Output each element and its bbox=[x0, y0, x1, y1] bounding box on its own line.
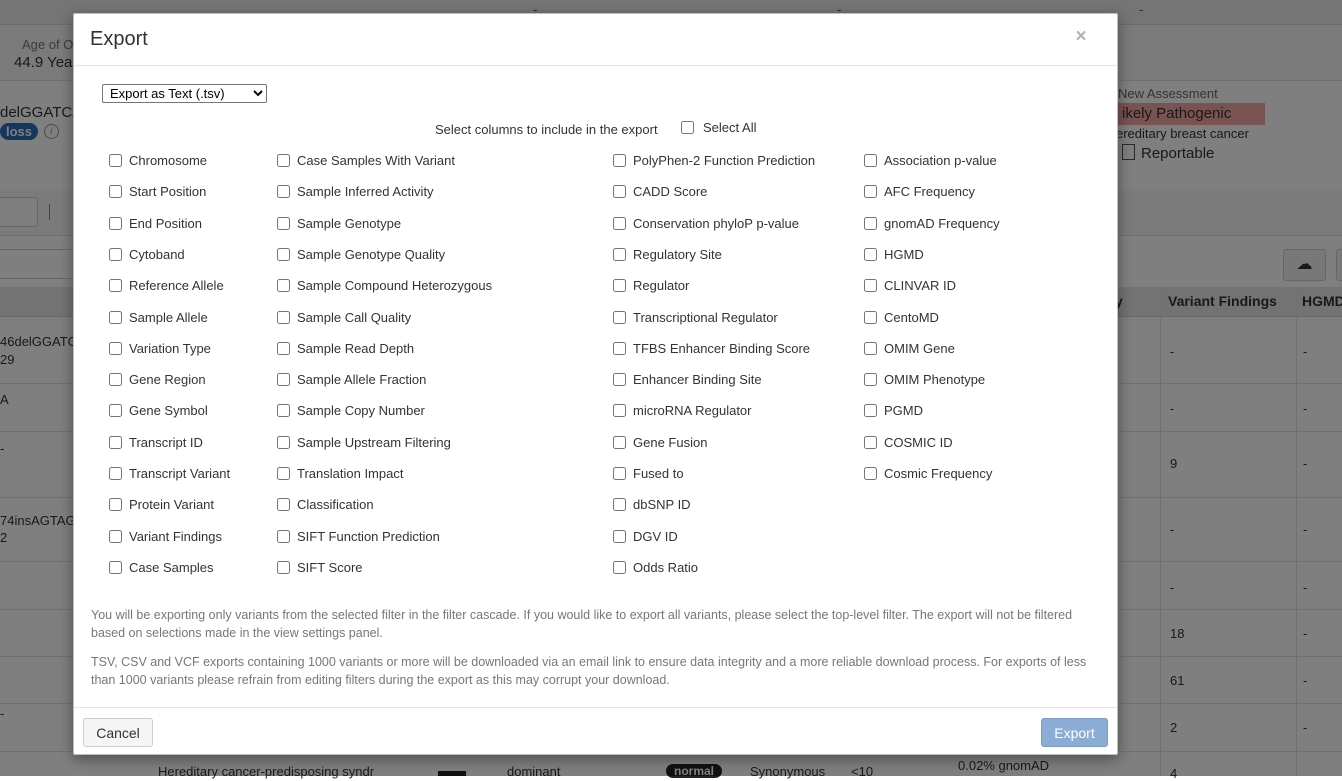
column-option-fused-to[interactable] bbox=[613, 463, 684, 483]
column-option-sample-allele-fraction[interactable] bbox=[277, 369, 426, 389]
column-option-label: Variant Findings bbox=[129, 528, 222, 544]
column-checkbox[interactable] bbox=[864, 436, 877, 449]
column-option-cadd-score[interactable] bbox=[613, 181, 707, 201]
column-option-sample-read-depth[interactable] bbox=[277, 338, 414, 358]
column-checkbox[interactable] bbox=[277, 436, 290, 449]
column-checkbox[interactable] bbox=[613, 217, 626, 230]
column-option-label: gnomAD Frequency bbox=[884, 215, 1000, 231]
column-option-label: DGV ID bbox=[633, 528, 678, 544]
column-checkbox[interactable] bbox=[109, 342, 122, 355]
column-option-regulatory-site[interactable] bbox=[613, 244, 722, 264]
column-checkbox[interactable] bbox=[109, 467, 122, 480]
column-option-sample-call-quality[interactable] bbox=[277, 307, 411, 327]
column-option-label: Sample Genotype Quality bbox=[297, 246, 446, 262]
column-option-reference-allele[interactable] bbox=[109, 275, 224, 295]
column-checkbox[interactable] bbox=[864, 311, 877, 324]
column-option-label: Translation Impact bbox=[297, 465, 404, 481]
column-checkbox[interactable] bbox=[613, 279, 626, 292]
column-option-polyphen-2-function-prediction[interactable] bbox=[613, 150, 815, 170]
modal-footer bbox=[74, 707, 1117, 755]
column-option-label: Sample Read Depth bbox=[297, 340, 415, 356]
column-option-case-samples[interactable] bbox=[109, 557, 214, 577]
column-option-gene-region[interactable] bbox=[109, 369, 206, 389]
column-checkbox[interactable] bbox=[613, 436, 626, 449]
column-checkbox[interactable] bbox=[864, 248, 877, 261]
column-checkbox[interactable] bbox=[277, 561, 290, 574]
select-all-checkbox-label[interactable] bbox=[681, 120, 756, 135]
column-option-label: HGMD bbox=[884, 246, 924, 262]
column-option-sample-compound-heterozygous[interactable] bbox=[277, 275, 492, 295]
column-option-sample-upstream-filtering[interactable] bbox=[277, 432, 451, 452]
column-checkbox[interactable] bbox=[613, 342, 626, 355]
column-option-protein-variant[interactable] bbox=[109, 494, 214, 514]
column-option-sample-inferred-activity[interactable] bbox=[277, 181, 434, 201]
column-option-sift-function-prediction[interactable] bbox=[277, 526, 440, 546]
column-option-label: Gene Symbol bbox=[129, 402, 208, 418]
column-option-label: AFC Frequency bbox=[884, 183, 976, 199]
column-option-centomd[interactable] bbox=[864, 307, 939, 327]
column-option-start-position[interactable] bbox=[109, 181, 206, 201]
column-checkbox[interactable] bbox=[613, 311, 626, 324]
column-checkbox[interactable] bbox=[277, 279, 290, 292]
column-option-sample-genotype[interactable] bbox=[277, 213, 401, 233]
column-option-label: Classification bbox=[297, 496, 374, 512]
column-option-label: microRNA Regulator bbox=[633, 402, 752, 418]
column-option-label: Variation Type bbox=[129, 340, 211, 356]
column-checkbox[interactable] bbox=[864, 217, 877, 230]
column-option-label: Regulator bbox=[633, 277, 690, 293]
column-option-label: Transcriptional Regulator bbox=[633, 309, 778, 325]
column-checkbox[interactable] bbox=[109, 248, 122, 261]
column-checkbox[interactable] bbox=[109, 311, 122, 324]
column-option-label: Transcript Variant bbox=[129, 465, 231, 481]
column-option-label: Cosmic Frequency bbox=[884, 465, 993, 481]
export-modal bbox=[73, 13, 1118, 755]
column-option-cosmic-id[interactable] bbox=[864, 432, 953, 452]
column-option-label: Regulatory Site bbox=[633, 246, 722, 262]
column-checkbox[interactable] bbox=[277, 217, 290, 230]
close-button[interactable]: × bbox=[1075, 26, 1087, 47]
column-option-dgv-id[interactable] bbox=[613, 526, 678, 546]
column-option-sample-genotype-quality[interactable] bbox=[277, 244, 445, 264]
column-option-label: Gene Region bbox=[129, 371, 206, 387]
column-option-pgmd[interactable] bbox=[864, 400, 923, 420]
column-option-label: Cytoband bbox=[129, 246, 185, 262]
column-option-label: Association p-value bbox=[884, 152, 997, 168]
column-option-label: Transcript ID bbox=[129, 434, 203, 450]
export-button[interactable]: Export bbox=[1041, 718, 1108, 747]
column-option-end-position[interactable] bbox=[109, 213, 202, 233]
column-checkbox[interactable] bbox=[109, 154, 122, 167]
column-checkbox[interactable] bbox=[277, 530, 290, 543]
column-checkbox[interactable] bbox=[277, 342, 290, 355]
column-option-gene-fusion[interactable] bbox=[613, 432, 707, 452]
column-option-sample-allele[interactable] bbox=[109, 307, 208, 327]
column-option-label: Case Samples With Variant bbox=[297, 152, 455, 168]
modal-header bbox=[74, 14, 1117, 66]
column-checkbox[interactable] bbox=[277, 154, 290, 167]
export-filter-note: You will be exporting only variants from the selected filter in the filter cascade. If you would like to export all variants, please select the top-level filter. The export will not be filtered based on selections made in the view settings panel. bbox=[91, 608, 1073, 640]
column-option-label: PolyPhen-2 Function Prediction bbox=[633, 152, 816, 168]
column-option-label: Sample Genotype bbox=[297, 215, 402, 231]
column-option-label: Reference Allele bbox=[129, 277, 224, 293]
column-option-label: CLINVAR ID bbox=[884, 277, 956, 293]
column-option-hgmd[interactable] bbox=[864, 244, 924, 264]
column-checkbox[interactable] bbox=[277, 248, 290, 261]
column-option-label: Gene Fusion bbox=[633, 434, 708, 450]
column-checkbox[interactable] bbox=[277, 404, 290, 417]
column-checkbox[interactable] bbox=[109, 279, 122, 292]
column-option-label: CADD Score bbox=[633, 183, 708, 199]
column-checkbox[interactable] bbox=[109, 217, 122, 230]
columns-prompt: Select columns to include in the export bbox=[435, 122, 658, 137]
column-option-omim-gene[interactable] bbox=[864, 338, 955, 358]
column-checkbox[interactable] bbox=[864, 154, 877, 167]
column-option-classification[interactable] bbox=[277, 494, 374, 514]
column-option-label: Protein Variant bbox=[129, 496, 215, 512]
column-checkbox[interactable] bbox=[613, 530, 626, 543]
column-option-tfbs-enhancer-binding-score[interactable] bbox=[613, 338, 810, 358]
column-option-transcriptional-regulator[interactable] bbox=[613, 307, 778, 327]
column-option-label: Sample Inferred Activity bbox=[297, 183, 434, 199]
column-option-label: OMIM Phenotype bbox=[884, 371, 986, 387]
column-option-dbsnp-id[interactable] bbox=[613, 494, 691, 514]
column-option-label: End Position bbox=[129, 215, 202, 231]
column-option-label: PGMD bbox=[884, 402, 923, 418]
cancel-button[interactable]: Cancel bbox=[83, 718, 153, 747]
column-option-label: Chromosome bbox=[129, 152, 208, 168]
column-option-translation-impact[interactable] bbox=[277, 463, 403, 483]
column-option-label: Sample Allele bbox=[129, 309, 208, 325]
column-option-variant-findings[interactable] bbox=[109, 526, 222, 546]
column-checkbox[interactable] bbox=[864, 373, 877, 386]
column-checkbox[interactable] bbox=[109, 498, 122, 511]
column-option-variation-type[interactable] bbox=[109, 338, 211, 358]
column-option-label: Enhancer Binding Site bbox=[633, 371, 762, 387]
column-option-cytoband[interactable] bbox=[109, 244, 185, 264]
column-option-gnomad-frequency[interactable] bbox=[864, 213, 1000, 233]
column-checkbox[interactable] bbox=[864, 467, 877, 480]
column-option-label: Sample Compound Heterozygous bbox=[297, 277, 493, 293]
column-checkbox[interactable] bbox=[277, 498, 290, 511]
column-option-label: SIFT Function Prediction bbox=[297, 528, 440, 544]
column-checkbox[interactable] bbox=[109, 530, 122, 543]
column-option-association-p-value[interactable] bbox=[864, 150, 997, 170]
export-format-select[interactable] bbox=[102, 84, 267, 103]
column-checkbox[interactable] bbox=[613, 498, 626, 511]
column-option-transcript-id[interactable] bbox=[109, 432, 203, 452]
column-option-label: OMIM Gene bbox=[884, 340, 955, 356]
column-checkbox[interactable] bbox=[613, 467, 626, 480]
column-checkbox[interactable] bbox=[613, 185, 626, 198]
column-option-transcript-variant[interactable] bbox=[109, 463, 230, 483]
modal-title: Export bbox=[90, 28, 148, 50]
column-checkbox[interactable] bbox=[109, 404, 122, 417]
column-checkbox[interactable] bbox=[277, 467, 290, 480]
column-option-cosmic-frequency[interactable] bbox=[864, 463, 992, 483]
select-all-checkbox[interactable] bbox=[681, 121, 694, 134]
select-all-label: Select All bbox=[703, 120, 757, 135]
column-checkbox[interactable] bbox=[864, 404, 877, 417]
column-checkbox[interactable] bbox=[277, 311, 290, 324]
column-option-label: COSMIC ID bbox=[884, 434, 953, 450]
column-option-label: Start Position bbox=[129, 183, 207, 199]
column-checkbox[interactable] bbox=[864, 342, 877, 355]
column-checkbox[interactable] bbox=[109, 561, 122, 574]
column-option-label: Odds Ratio bbox=[633, 559, 699, 575]
column-checkbox[interactable] bbox=[109, 436, 122, 449]
column-checkbox[interactable] bbox=[109, 185, 122, 198]
column-checkbox[interactable] bbox=[613, 404, 626, 417]
column-checkbox[interactable] bbox=[613, 373, 626, 386]
column-checkbox[interactable] bbox=[613, 248, 626, 261]
column-option-chromosome[interactable] bbox=[109, 150, 207, 170]
column-option-sift-score[interactable] bbox=[277, 557, 363, 577]
column-option-afc-frequency[interactable] bbox=[864, 181, 975, 201]
column-option-clinvar-id[interactable] bbox=[864, 275, 956, 295]
column-option-label: Sample Copy Number bbox=[297, 402, 425, 418]
column-option-label: TFBS Enhancer Binding Score bbox=[633, 340, 811, 356]
column-checkbox[interactable] bbox=[277, 185, 290, 198]
column-option-label: SIFT Score bbox=[297, 559, 363, 575]
column-option-odds-ratio[interactable] bbox=[613, 557, 698, 577]
column-option-conservation-phylop-p-value[interactable] bbox=[613, 213, 799, 233]
column-option-label: Sample Allele Fraction bbox=[297, 371, 427, 387]
column-option-enhancer-binding-site[interactable] bbox=[613, 369, 762, 389]
column-checkbox[interactable] bbox=[613, 561, 626, 574]
export-size-note: TSV, CSV and VCF exports containing 1000 variants or more will be downloaded via an email link to ensure data integrity and a more reliable download process. For exports of less than 1000 variants please refrain from editing filters during the export as this may corrupt your download. bbox=[91, 655, 1087, 687]
column-checkbox[interactable] bbox=[613, 154, 626, 167]
column-option-regulator[interactable] bbox=[613, 275, 689, 295]
column-option-label: CentoMD bbox=[884, 309, 939, 325]
column-checkbox[interactable] bbox=[109, 373, 122, 386]
column-option-label: Sample Call Quality bbox=[297, 309, 412, 325]
column-checkbox[interactable] bbox=[864, 279, 877, 292]
column-option-label: Sample Upstream Filtering bbox=[297, 434, 451, 450]
column-checkbox[interactable] bbox=[864, 185, 877, 198]
column-option-label: Case Samples bbox=[129, 559, 214, 575]
column-checkbox[interactable] bbox=[277, 373, 290, 386]
column-option-label: Fused to bbox=[633, 465, 684, 481]
column-option-label: Conservation phyloP p-value bbox=[633, 215, 799, 231]
column-option-label: dbSNP ID bbox=[633, 496, 691, 512]
column-option-omim-phenotype[interactable] bbox=[864, 369, 985, 389]
column-option-sample-copy-number[interactable] bbox=[277, 400, 425, 420]
column-option-gene-symbol[interactable] bbox=[109, 400, 208, 420]
column-option-case-samples-with-variant[interactable] bbox=[277, 150, 455, 170]
column-option-microrna-regulator[interactable] bbox=[613, 400, 752, 420]
